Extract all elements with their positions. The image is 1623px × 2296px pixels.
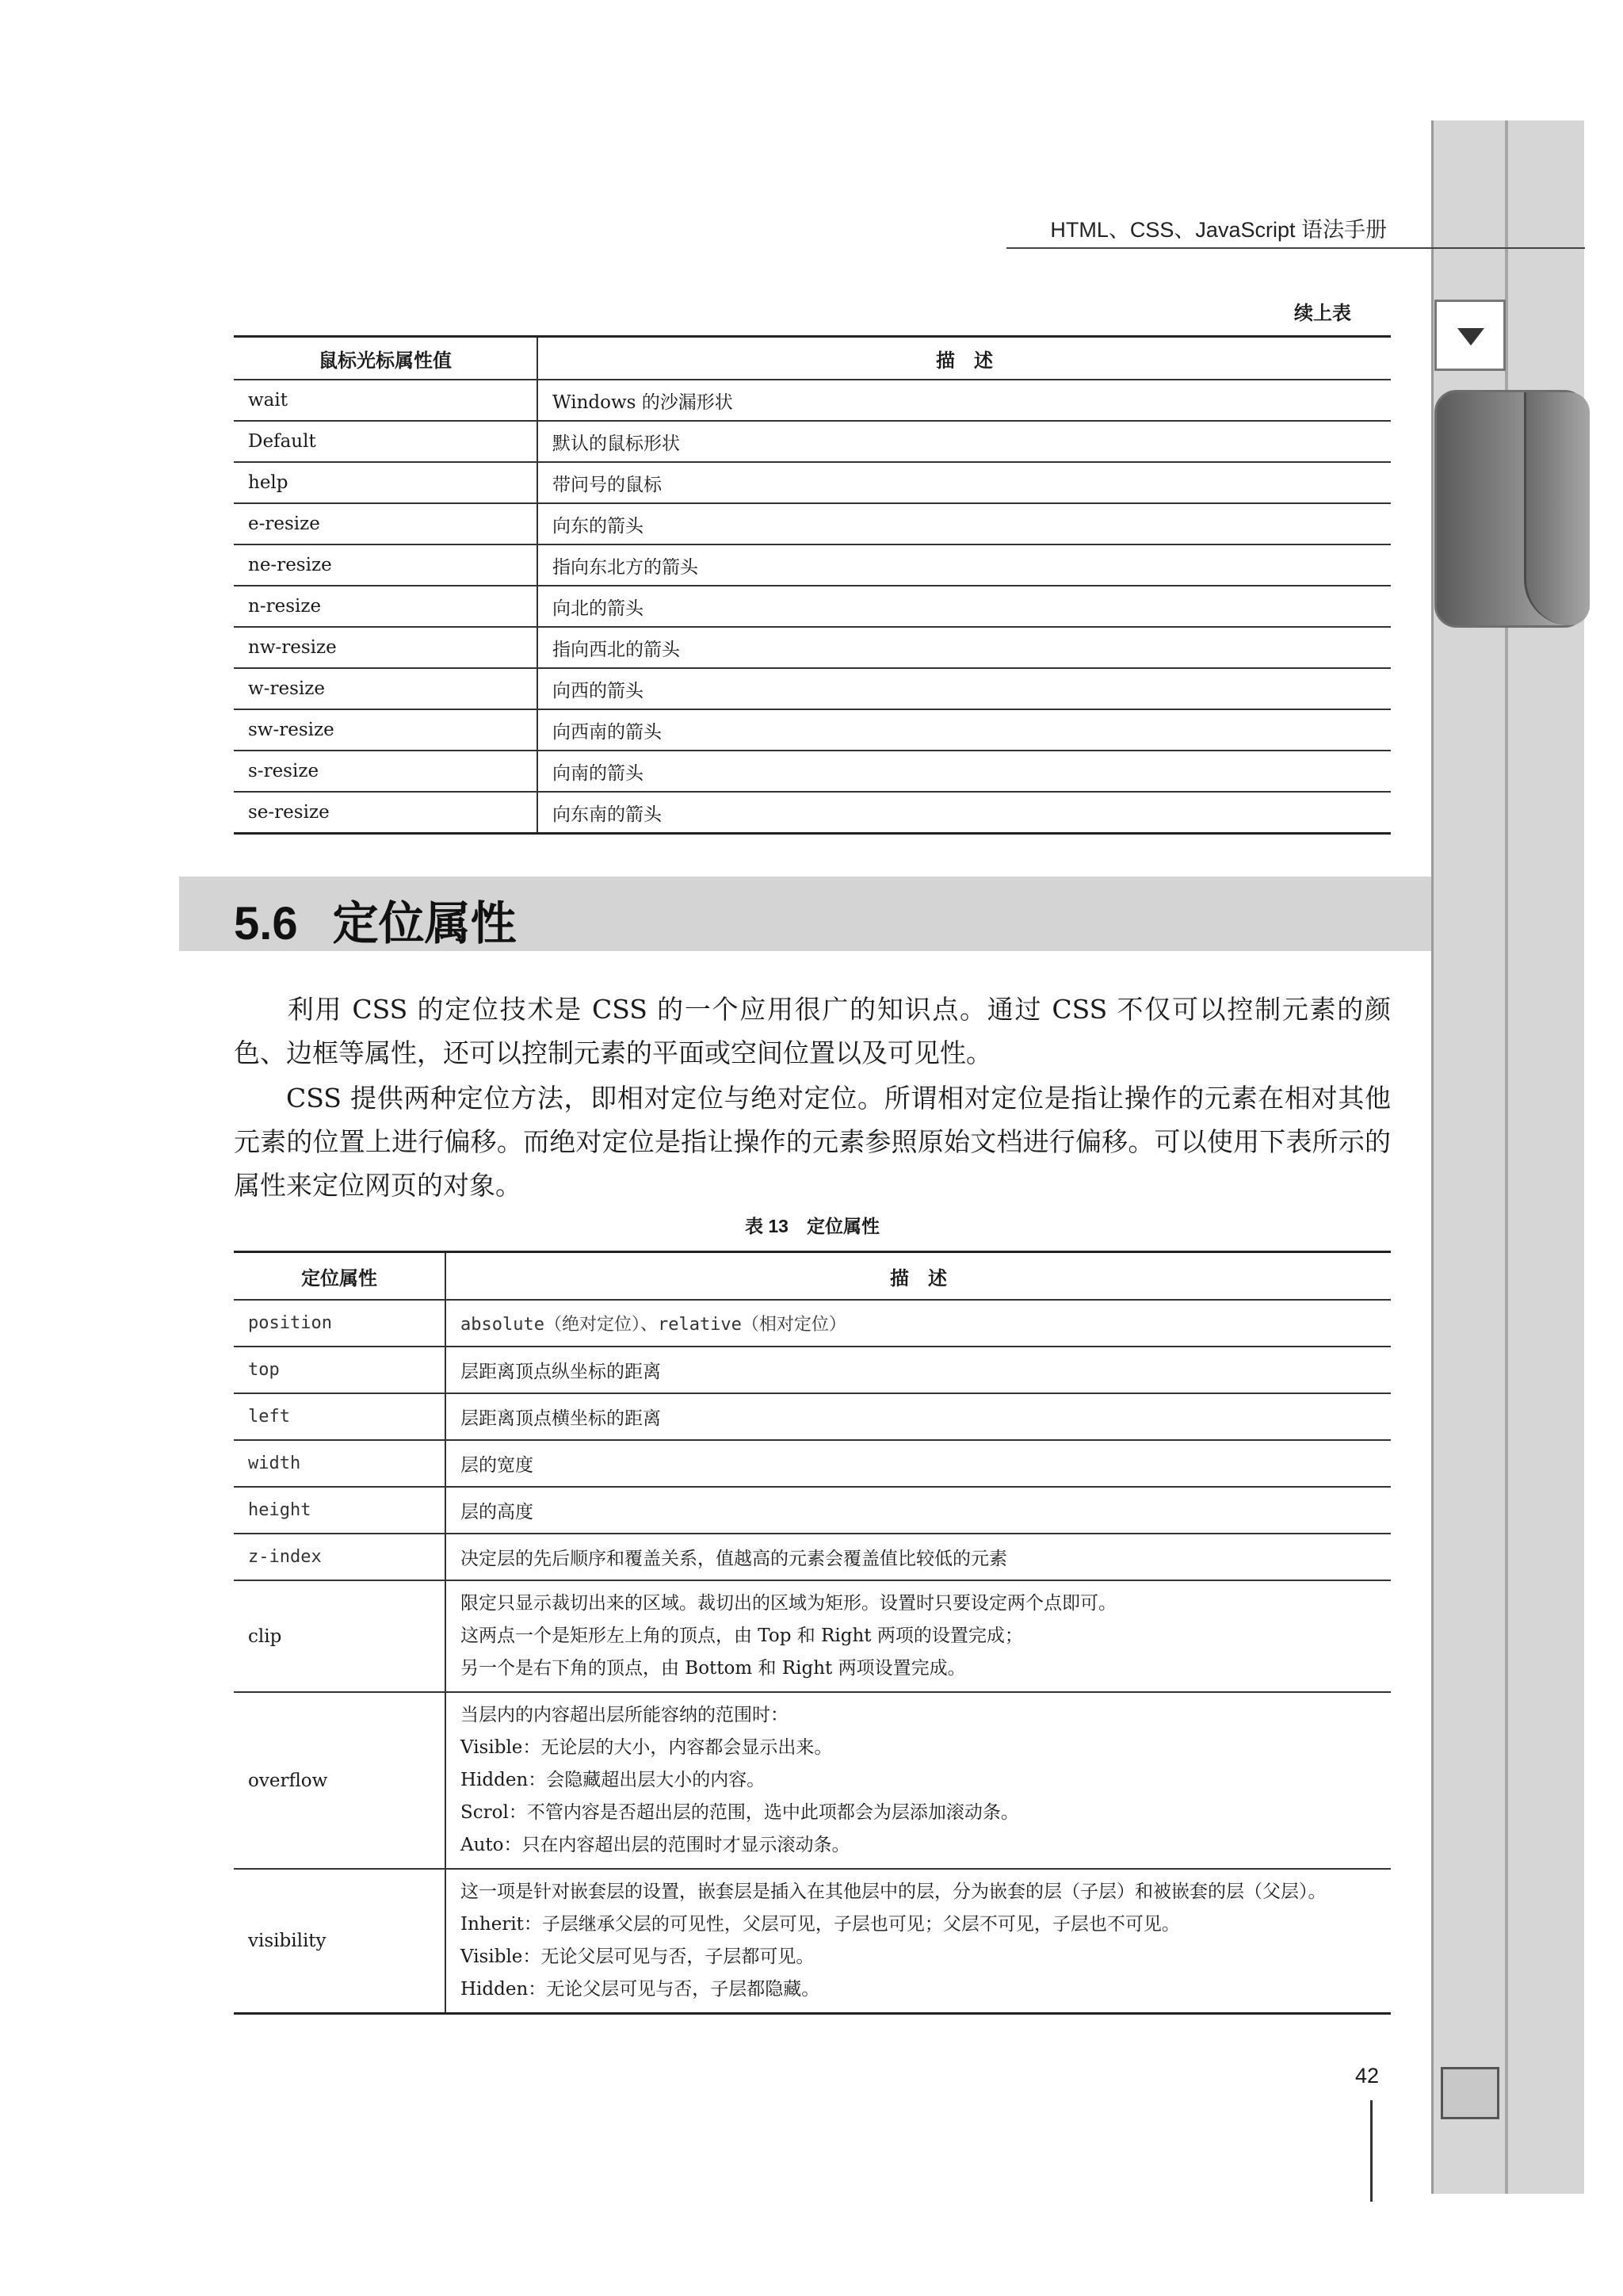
description-line: Inherit：子层继承父层的可见性，父层可见，子层也可见；父层不可见，子层也不可见。 bbox=[460, 1914, 1180, 1935]
description-line: 层距离顶点横坐标的距离 bbox=[460, 1408, 661, 1429]
description-cell: 向北的箭头 bbox=[537, 586, 1391, 627]
description-line: Scrol：不管内容是否超出层的范围，选中此项都会为层添加滚动条。 bbox=[460, 1802, 1019, 1823]
running-head: HTML、CSS、JavaScript 语法手册 bbox=[1050, 218, 1387, 242]
description-line: Hidden：无论父层可见与否，子层都隐藏。 bbox=[460, 1979, 820, 2000]
table-row bbox=[234, 1440, 1391, 1487]
description-line: 这两点一个是矩形左上角的顶点，由 Top 和 Right 两项的设置完成； bbox=[460, 1626, 1023, 1646]
table-header-row bbox=[234, 1252, 1391, 1301]
description-line: 这一项是针对嵌套层的设置，嵌套层是插入在其他层中的层，分为嵌套的层（子层）和被嵌套的层（父层）。 bbox=[460, 1881, 1327, 1902]
description-cell: 带问号的鼠标 bbox=[537, 462, 1391, 503]
position-table bbox=[234, 1251, 1391, 2015]
paragraph bbox=[234, 1076, 1391, 1207]
description-cell bbox=[445, 1440, 1391, 1487]
table-row bbox=[234, 1300, 1391, 1347]
section-heading bbox=[234, 886, 517, 953]
section-number: 5.6 bbox=[234, 898, 298, 949]
property-name-cell: visibility bbox=[234, 1869, 445, 2014]
table-row bbox=[234, 1487, 1391, 1534]
description-line: Auto：只在内容超出层的范围时才显示滚动条。 bbox=[460, 1835, 850, 1855]
description-cell: 向东南的箭头 bbox=[537, 792, 1391, 834]
description-cell: 向东的箭头 bbox=[537, 503, 1391, 544]
table-row bbox=[234, 1393, 1391, 1440]
cursor-value-cell: wait bbox=[234, 380, 537, 421]
cursor-value-cell: ne-resize bbox=[234, 544, 537, 586]
description-line: 当层内的内容超出层所能容纳的范围时： bbox=[460, 1705, 789, 1725]
description-line: Visible：无论层的大小，内容都会显示出来。 bbox=[460, 1737, 833, 1758]
table-row bbox=[234, 668, 1391, 709]
table-row bbox=[234, 1869, 1391, 2014]
table-row bbox=[234, 792, 1391, 834]
page-number: 42 bbox=[1354, 2064, 1379, 2088]
description-cell bbox=[445, 1347, 1391, 1393]
table-row bbox=[234, 421, 1391, 462]
page-marker-square bbox=[1441, 2067, 1499, 2119]
table-row bbox=[234, 503, 1391, 544]
description-cell: Windows 的沙漏形状 bbox=[537, 380, 1391, 421]
table-row bbox=[234, 709, 1391, 751]
paragraph-text: CSS 提供两种定位方法，即相对定位与绝对定位。所谓相对定位是指让操作的元素在相对其他元素的位置上进行偏移。而绝对定位是指让操作的元素参照原始文档进行偏移。可以使用下表所示的属性来定位网页的对象。 bbox=[234, 1083, 1391, 1201]
table-row bbox=[234, 627, 1391, 668]
description-line: 层的高度 bbox=[460, 1502, 533, 1522]
description-cell: 向西的箭头 bbox=[537, 668, 1391, 709]
table-row bbox=[234, 462, 1391, 503]
description-cell bbox=[445, 1300, 1391, 1347]
description-cell bbox=[445, 1580, 1391, 1692]
property-name-cell: z-index bbox=[234, 1534, 445, 1580]
table-row bbox=[234, 1347, 1391, 1393]
table-row bbox=[234, 1692, 1391, 1869]
property-name-cell: overflow bbox=[234, 1692, 445, 1869]
cursor-value-cell: n-resize bbox=[234, 586, 537, 627]
description-line: 层的宽度 bbox=[460, 1455, 533, 1476]
down-arrow-icon bbox=[1434, 300, 1506, 371]
description-cell: 默认的鼠标形状 bbox=[537, 421, 1391, 462]
table-row bbox=[234, 1534, 1391, 1580]
cursor-value-cell: Default bbox=[234, 421, 537, 462]
column-header: 描 述 bbox=[537, 337, 1391, 380]
cursor-table-body bbox=[234, 380, 1391, 834]
description-cell: 向西南的箭头 bbox=[537, 709, 1391, 751]
property-name-cell: position bbox=[234, 1300, 445, 1347]
description-line: 限定只显示裁切出来的区域。裁切出的区域为矩形。设置时只要设定两个点即可。 bbox=[460, 1593, 1117, 1614]
property-name-cell: width bbox=[234, 1440, 445, 1487]
property-name-cell: top bbox=[234, 1347, 445, 1393]
paragraph bbox=[234, 988, 1391, 1075]
table-row bbox=[234, 586, 1391, 627]
page-marker-line bbox=[1370, 2100, 1373, 2202]
description-line: Visible：无论父层可见与否，子层都可见。 bbox=[460, 1946, 815, 1967]
section-title: 定位属性 bbox=[332, 898, 517, 949]
description-line: 决定层的先后顺序和覆盖关系，值越高的元素会覆盖值比较低的元素 bbox=[460, 1549, 1007, 1569]
chapter-tab bbox=[1434, 390, 1587, 628]
cursor-value-cell: s-resize bbox=[234, 751, 537, 792]
cursor-value-cell: e-resize bbox=[234, 503, 537, 544]
header-rule bbox=[1006, 247, 1585, 249]
description-cell bbox=[445, 1393, 1391, 1440]
cursor-value-cell: w-resize bbox=[234, 668, 537, 709]
table-row bbox=[234, 751, 1391, 792]
cursor-value-cell: nw-resize bbox=[234, 627, 537, 668]
description-cell bbox=[445, 1692, 1391, 1869]
property-name-cell: clip bbox=[234, 1580, 445, 1692]
column-header: 定位属性 bbox=[234, 1252, 445, 1301]
triangle-down-icon bbox=[1457, 328, 1484, 346]
table-caption: 表 13 定位属性 bbox=[745, 1216, 880, 1236]
table-row bbox=[234, 1580, 1391, 1692]
table-row bbox=[234, 380, 1391, 421]
description-cell: 向南的箭头 bbox=[537, 751, 1391, 792]
description-cell: 指向西北的箭头 bbox=[537, 627, 1391, 668]
column-header: 描 述 bbox=[445, 1252, 1391, 1301]
table-row bbox=[234, 544, 1391, 586]
description-cell bbox=[445, 1487, 1391, 1534]
tab-curl bbox=[1524, 392, 1590, 625]
paragraph-text: 利用 CSS 的定位技术是 CSS 的一个应用很广的知识点。通过 CSS 不仅可以控制元素的颜色、边框等属性，还可以控制元素的平面或空间位置以及可见性。 bbox=[234, 994, 1391, 1068]
position-table-body bbox=[234, 1300, 1391, 2014]
description-line: 层距离顶点纵坐标的距离 bbox=[460, 1362, 661, 1382]
column-header: 鼠标光标属性值 bbox=[234, 337, 537, 380]
property-name-cell: height bbox=[234, 1487, 445, 1534]
cursor-table bbox=[234, 335, 1391, 835]
cursor-value-cell: sw-resize bbox=[234, 709, 537, 751]
property-name-cell: left bbox=[234, 1393, 445, 1440]
cursor-value-cell: help bbox=[234, 462, 537, 503]
description-cell bbox=[445, 1534, 1391, 1580]
continued-label: 续上表 bbox=[1294, 303, 1351, 324]
description-line: Hidden：会隐藏超出层大小的内容。 bbox=[460, 1770, 766, 1790]
cursor-value-cell: se-resize bbox=[234, 792, 537, 834]
description-line: 另一个是右下角的顶点，由 Bottom 和 Right 两项设置完成。 bbox=[460, 1658, 966, 1679]
description-cell: 指向东北方的箭头 bbox=[537, 544, 1391, 586]
description-line: absolute（绝对定位）、relative（相对定位） bbox=[460, 1315, 846, 1335]
description-cell bbox=[445, 1869, 1391, 2014]
table-header-row bbox=[234, 337, 1391, 380]
